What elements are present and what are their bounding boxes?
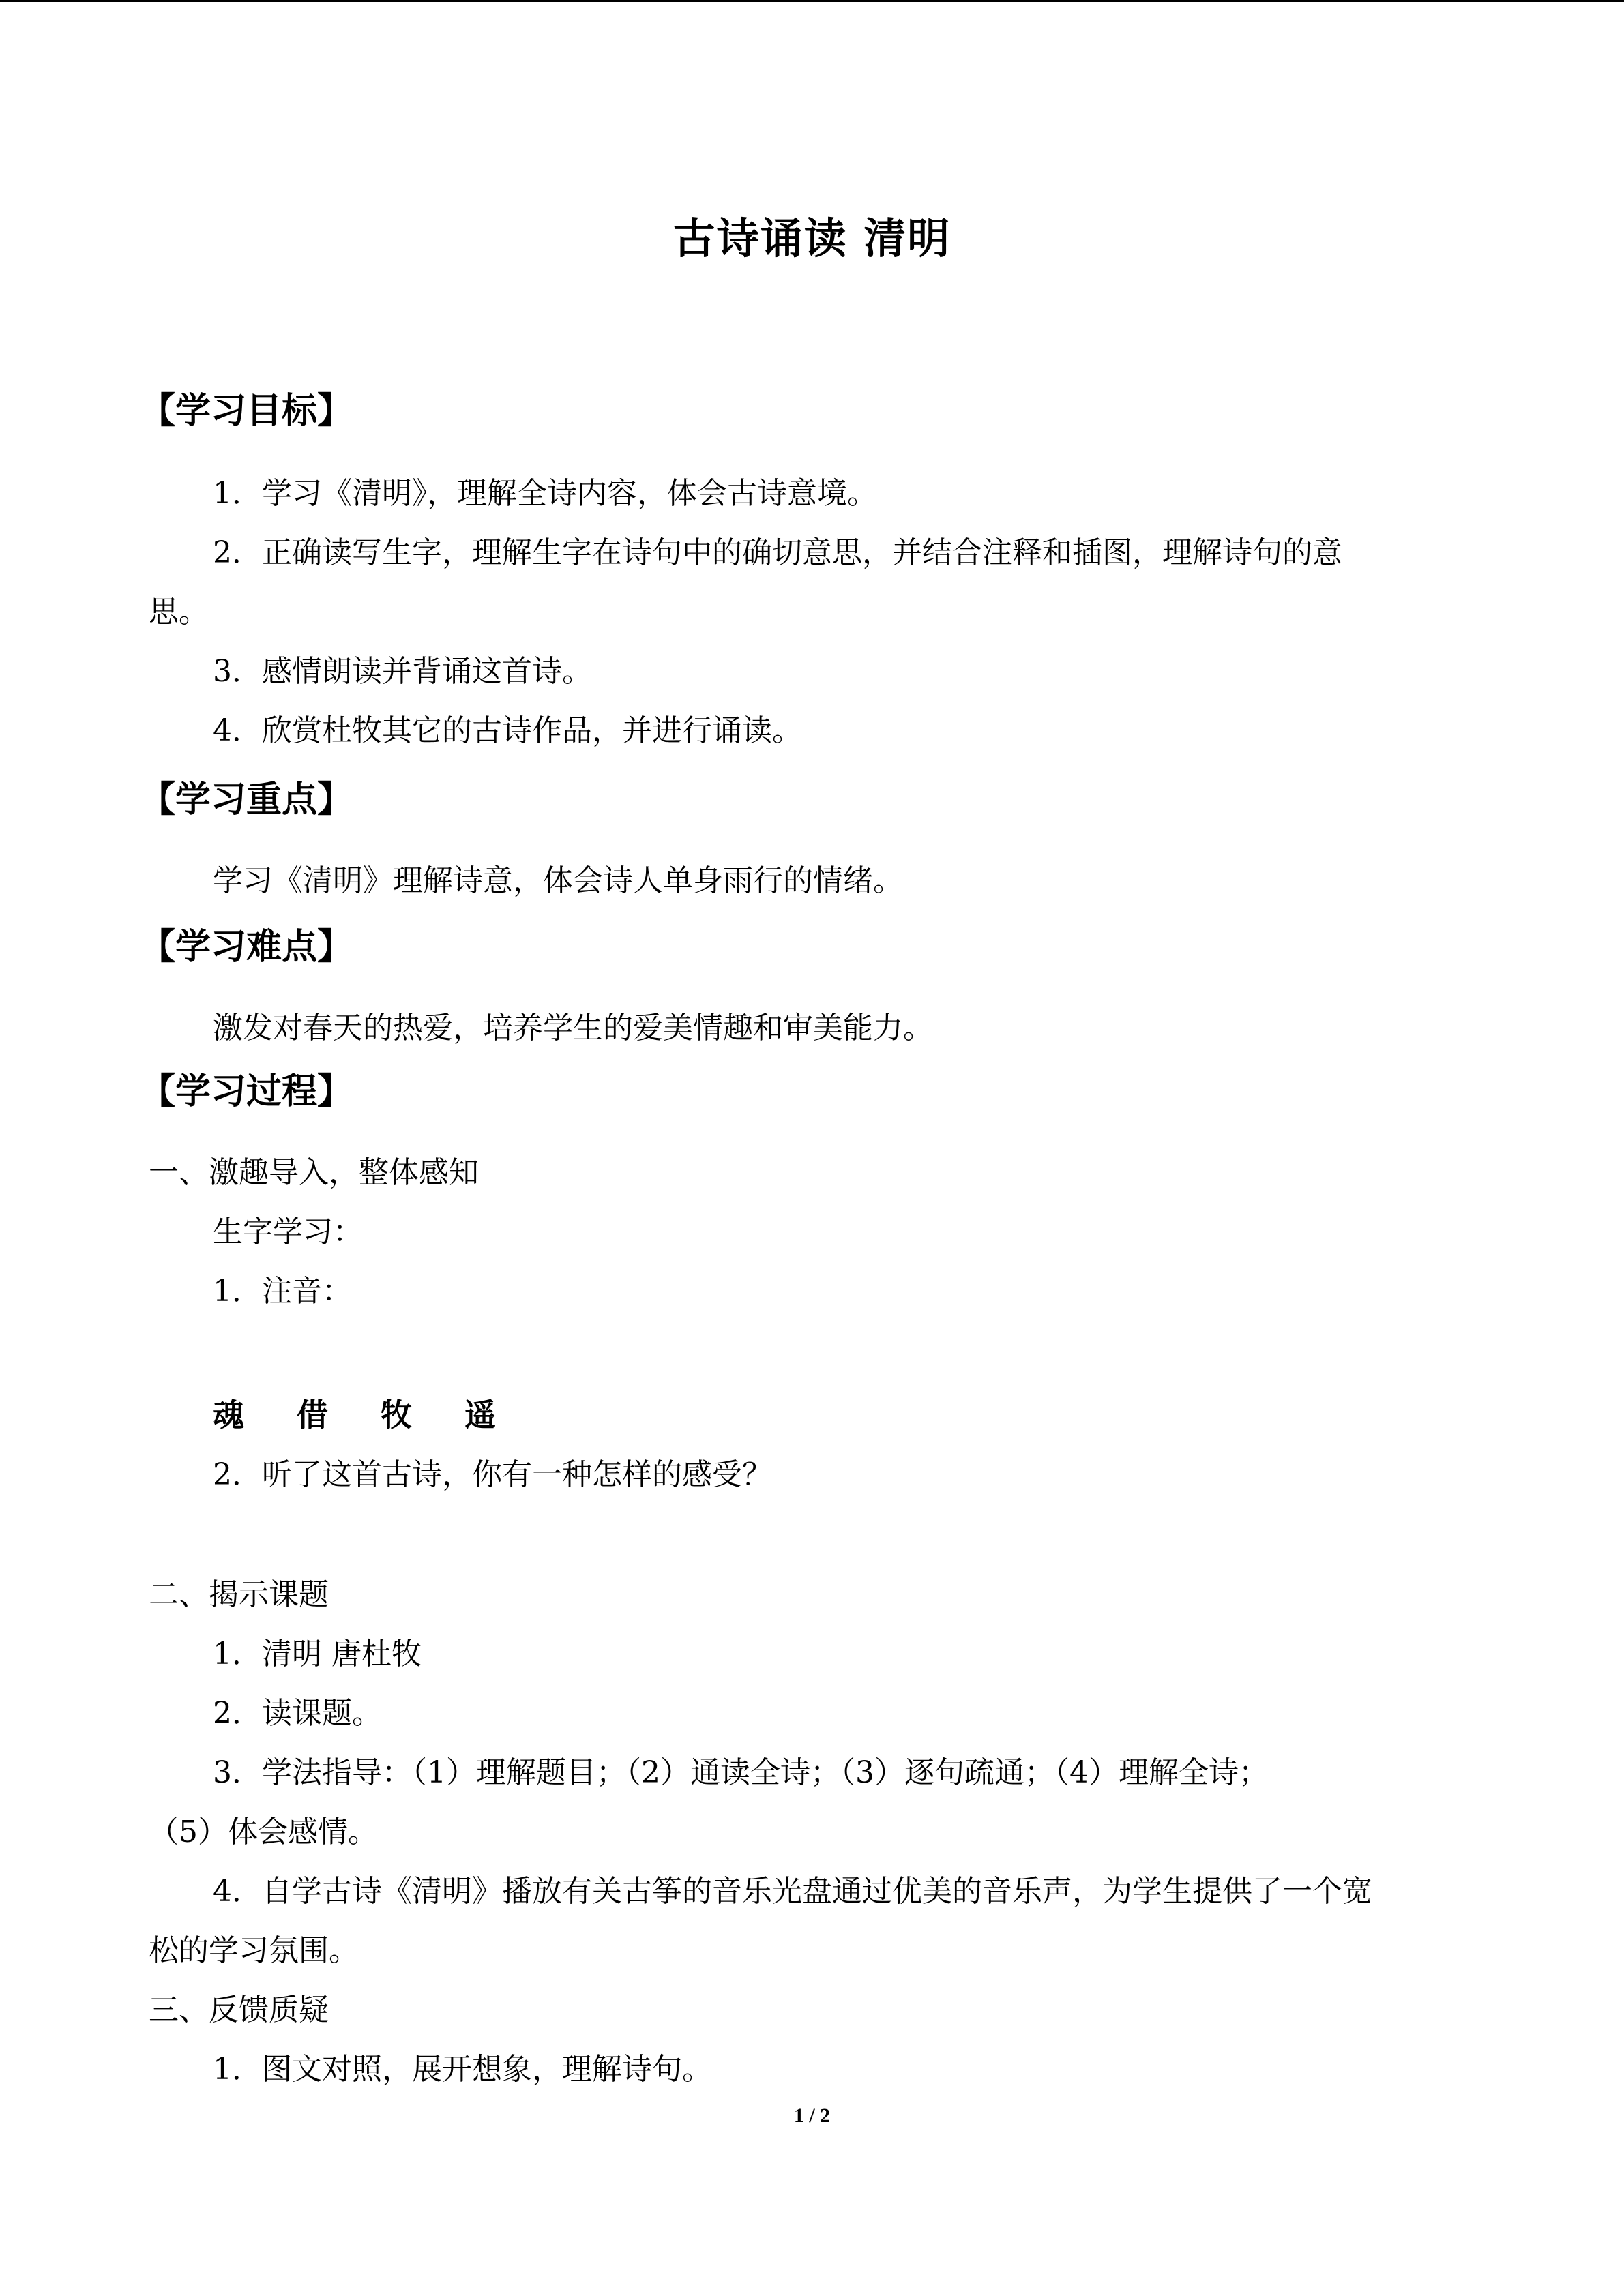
- goals-heading: 【学习目标】: [140, 391, 353, 432]
- part3-item-1: 1．图文对照，展开想象，理解诗句。: [213, 2052, 712, 2087]
- part1-item-1: 1．注音：: [213, 1274, 352, 1309]
- keypoints-heading: 【学习重点】: [140, 779, 353, 820]
- page-number: 1 / 2: [793, 2104, 831, 2127]
- part1-title: 一、激趣导入，整体感知: [149, 1155, 479, 1190]
- new-characters: [213, 1395, 548, 1435]
- page-title: 古诗诵读 清明: [673, 213, 951, 263]
- goal-item-4: 4．欣赏杜牧其它的古诗作品，并进行诵读。: [213, 713, 802, 748]
- part2-item-1: 1．清明 唐杜牧: [213, 1637, 422, 1671]
- goal-item-2-cont: 思。: [149, 595, 209, 629]
- difficulties-text: 激发对春天的热爱，培养学生的爱美情趣和审美能力。: [213, 1011, 933, 1045]
- part2-item-4-cont: 松的学习氛围。: [149, 1933, 359, 1968]
- goal-item-1: 1．学习《清明》，理解全诗内容，体会古诗意境。: [213, 476, 877, 511]
- part2-item-3: 3．学法指导：（1）理解题目；（2）通读全诗；（3）逐句疏通；（4）理解全诗；: [213, 1755, 1269, 1790]
- char-2: 借: [297, 1397, 328, 1433]
- part2-title: 二、揭示课题: [149, 1577, 329, 1612]
- part1-item-2: 2．听了这首古诗，你有一种怎样的感受？: [213, 1457, 772, 1492]
- part2-item-3-cont: （5）体会感情。: [149, 1815, 378, 1849]
- part2-item-4: 4．自学古诗《清明》播放有关古筝的音乐光盘通过优美的音乐声，为学生提供了一个宽: [213, 1874, 1372, 1909]
- char-1: 魂: [213, 1397, 244, 1433]
- part3-title: 三、反馈质疑: [149, 1993, 329, 2027]
- char-3: 牧: [381, 1397, 412, 1433]
- goal-item-2: 2．正确读写生字，理解生字在诗句中的确切意思，并结合注释和插图，理解诗句的意: [213, 535, 1342, 570]
- part2-item-2: 2．读课题。: [213, 1696, 382, 1731]
- difficulties-heading: 【学习难点】: [140, 927, 353, 968]
- goal-item-3: 3．感情朗读并背诵这首诗。: [213, 654, 592, 689]
- process-heading: 【学习过程】: [140, 1071, 353, 1112]
- keypoints-text: 学习《清明》理解诗意，体会诗人单身雨行的情绪。: [213, 863, 903, 898]
- char-4: 遥: [464, 1397, 496, 1433]
- part1-sub: 生字学习：: [213, 1214, 363, 1249]
